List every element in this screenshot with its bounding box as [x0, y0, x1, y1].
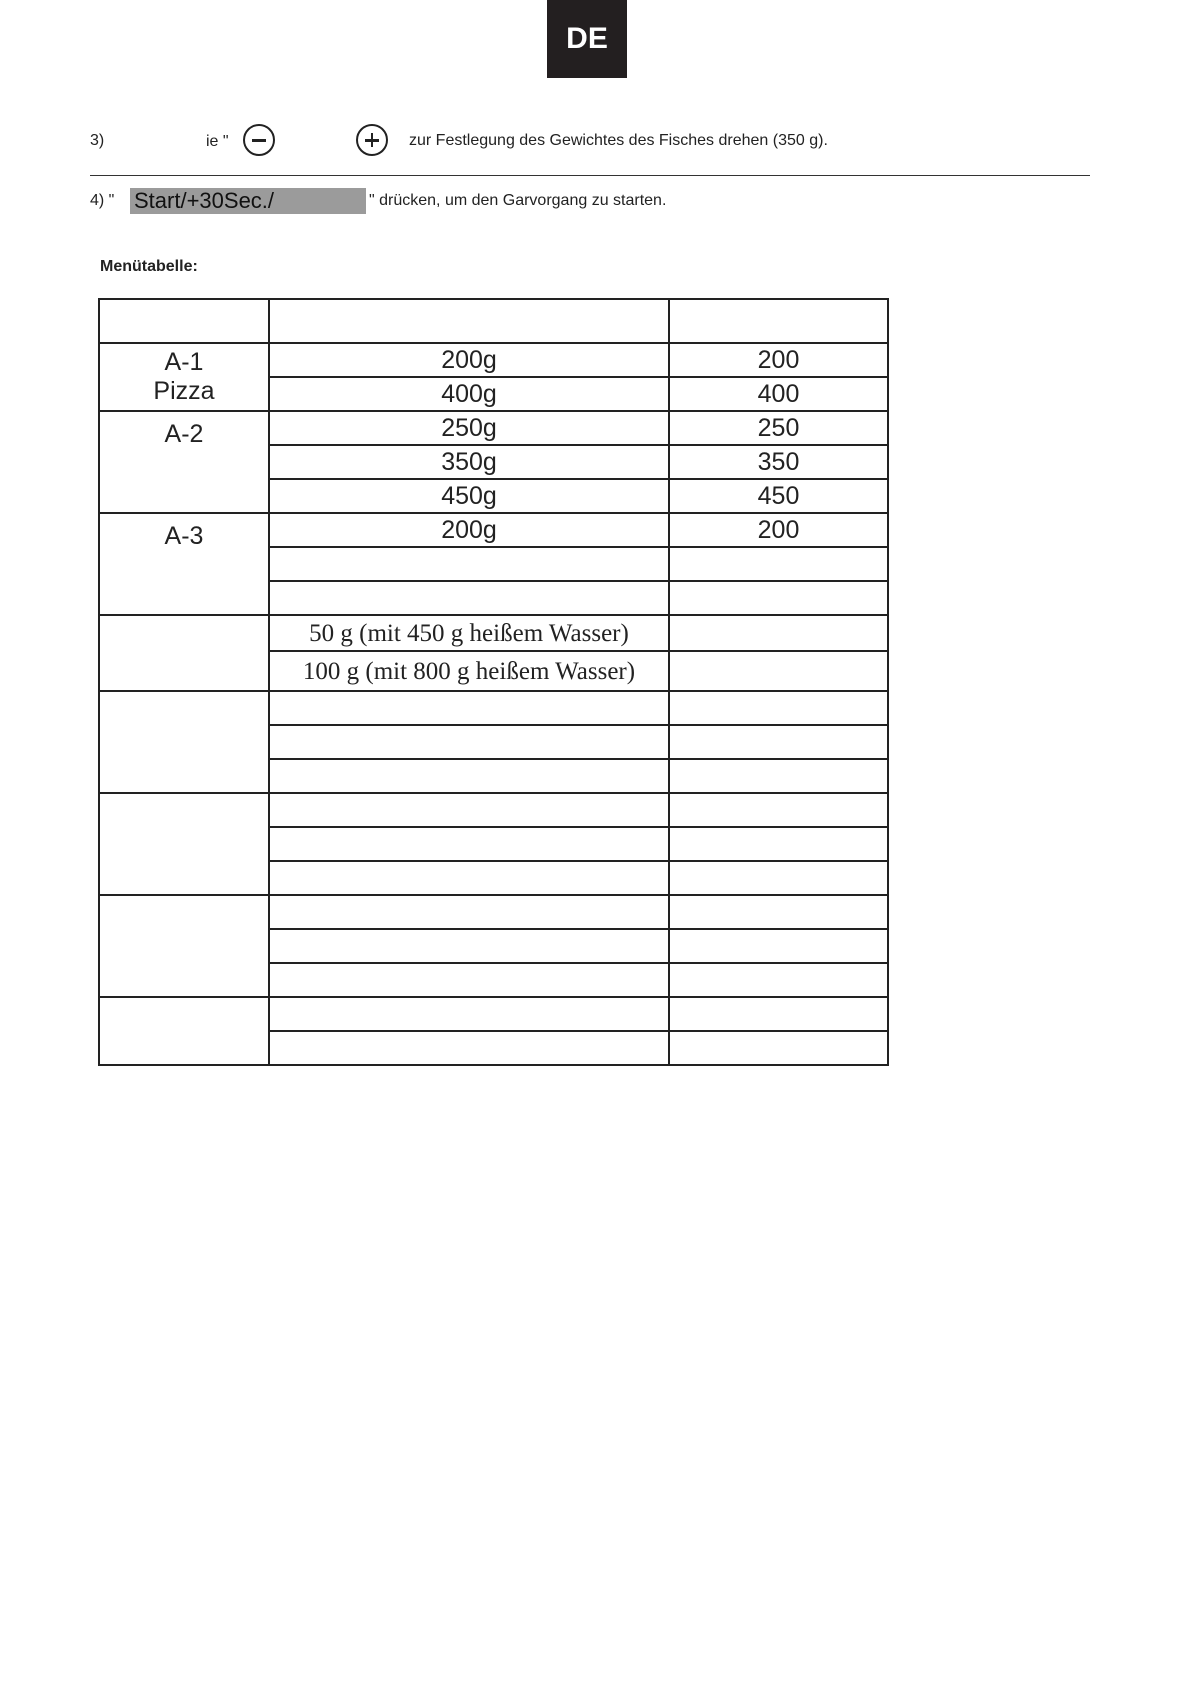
display-cell: 350 — [669, 445, 888, 479]
weight-cell — [269, 759, 669, 793]
table-row — [99, 411, 888, 445]
weight-cell — [269, 997, 669, 1031]
weight-cell — [269, 691, 669, 725]
weight-cell — [269, 861, 669, 895]
table-row — [99, 615, 888, 651]
minus-icon — [243, 124, 275, 156]
program-cell — [99, 997, 269, 1065]
display-cell — [669, 725, 888, 759]
step3-prefix: ie " — [206, 133, 229, 150]
program-name: Pizza — [153, 377, 215, 405]
weight-cell — [269, 1031, 669, 1065]
weight-cell — [269, 827, 669, 861]
display-cell — [669, 651, 888, 691]
weight-cell: 350g — [269, 445, 669, 479]
display-cell — [669, 963, 888, 997]
menu-table — [98, 298, 889, 1066]
display-cell — [669, 895, 888, 929]
display-cell: 250 — [669, 411, 888, 445]
display-cell — [669, 615, 888, 651]
table-header-row — [99, 299, 888, 343]
program-cell — [99, 411, 269, 513]
display-cell: 200 — [669, 343, 888, 377]
display-cell — [669, 793, 888, 827]
program-cell — [99, 343, 269, 411]
program-cell — [99, 793, 269, 895]
display-cell — [669, 997, 888, 1031]
display-cell: 200 — [669, 513, 888, 547]
weight-cell — [269, 895, 669, 929]
divider — [90, 175, 1090, 176]
display-cell — [669, 827, 888, 861]
display-cell — [669, 581, 888, 615]
weight-cell — [269, 963, 669, 997]
language-badge: DE — [547, 0, 627, 78]
program-code: A-3 — [164, 522, 204, 550]
display-cell — [669, 1031, 888, 1065]
display-cell — [669, 861, 888, 895]
weight-cell: 100 g (mit 800 g heißem Wasser) — [269, 651, 669, 691]
program-code: A-2 — [164, 420, 204, 448]
table-row — [99, 895, 888, 929]
program-cell — [99, 691, 269, 793]
weight-cell: 400g — [269, 377, 669, 411]
table-row — [99, 997, 888, 1031]
weight-cell: 200g — [269, 513, 669, 547]
step3-number: 3) — [90, 132, 105, 149]
header-weight — [269, 299, 669, 343]
display-cell — [669, 759, 888, 793]
program-cell — [99, 895, 269, 997]
weight-cell — [269, 547, 669, 581]
weight-cell: 250g — [269, 411, 669, 445]
plus-icon — [356, 124, 388, 156]
display-cell — [669, 547, 888, 581]
program-cell — [99, 615, 269, 691]
weight-cell: 450g — [269, 479, 669, 513]
weight-cell — [269, 929, 669, 963]
program-cell — [99, 513, 269, 615]
step4-text: " drücken, um den Garvorgang zu starten. — [369, 192, 667, 209]
table-row — [99, 691, 888, 725]
weight-cell — [269, 581, 669, 615]
display-cell: 450 — [669, 479, 888, 513]
header-display — [669, 299, 888, 343]
weight-cell — [269, 725, 669, 759]
table-row — [99, 513, 888, 547]
weight-cell: 50 g (mit 450 g heißem Wasser) — [269, 615, 669, 651]
table-row — [99, 793, 888, 827]
display-cell — [669, 929, 888, 963]
display-cell: 400 — [669, 377, 888, 411]
header-program — [99, 299, 269, 343]
table-row — [99, 343, 888, 377]
step4-number: 4) " — [90, 192, 115, 209]
step3-text: zur Festlegung des Gewichtes des Fisches drehen (350 g). — [409, 132, 828, 149]
start-button-label: Start/+30Sec./ — [130, 188, 366, 214]
weight-cell: 200g — [269, 343, 669, 377]
program-code: A-1 — [164, 348, 204, 376]
display-cell — [669, 691, 888, 725]
weight-cell — [269, 793, 669, 827]
table-title: Menütabelle: — [100, 258, 198, 275]
